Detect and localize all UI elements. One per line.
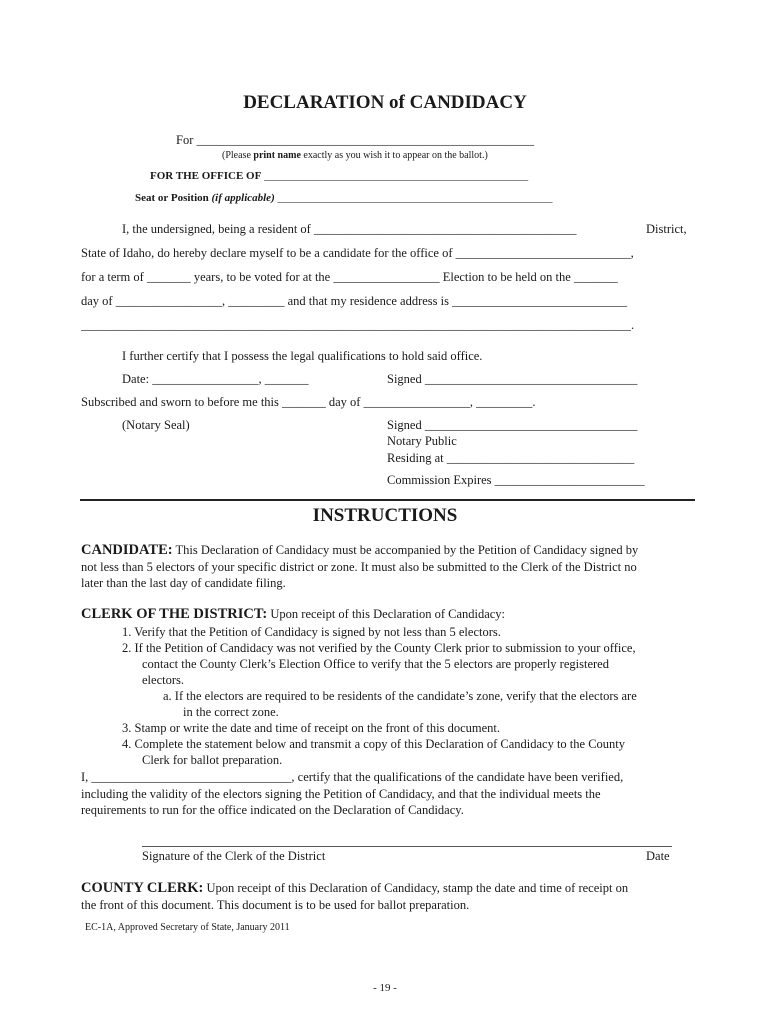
clerk-step-4-cont: Clerk for ballot preparation. [142, 753, 283, 767]
clerk-instructions-heading: CLERK OF THE DISTRICT: Upon receipt of this Declaration of Candidacy: [81, 606, 506, 622]
clerk-step-2a-cont: in the correct zone. [183, 705, 279, 719]
clerk-step-2: 2. If the Petition of Candidacy was not verified by the County Clerk prior to submission to your office, [122, 641, 636, 655]
body-line-1: I, the undersigned, being a resident of __________________________________________ [122, 222, 577, 236]
form-code: EC-1A, Approved Secretary of State, January 2011 [85, 922, 290, 933]
notary-signature-line: Signed __________________________________ [387, 418, 638, 432]
body-line-1-district: District, [646, 222, 687, 236]
body-line-5: ________________________________________________________________________________________. [81, 318, 635, 332]
clerk-date-label: Date [646, 849, 670, 863]
clerk-step-2-cont: contact the County Clerk’s Election Office to verify that the 5 electors are properly registered [142, 657, 609, 671]
candidate-name-line: For ______________________________________________________ [176, 133, 534, 147]
section-divider [80, 499, 695, 501]
instructions-title: INSTRUCTIONS [312, 505, 458, 526]
clerk-signature-label: Signature of the Clerk of the District [142, 849, 326, 863]
body-line-3: for a term of _______ years, to be voted for at the _________________ Election to be held on the _______ [81, 270, 618, 284]
page-number: - 19 - [373, 982, 397, 994]
notary-seal-label: (Notary Seal) [122, 418, 190, 432]
notary-public-label: Notary Public [387, 434, 457, 448]
certify-statement: I further certify that I possess the legal qualifications to hold said office. [122, 349, 483, 363]
date-line: Date: _________________, _______ [122, 372, 309, 386]
clerk-step-1: 1. Verify that the Petition of Candidacy is signed by not less than 5 electors. [122, 625, 501, 639]
seat-position-line: Seat or Position (if applicable) __________________________________________________ [135, 192, 553, 204]
clerk-certification: I, ________________________________, certify that the qualifications of the candidate have been verified, including the validity of the electors signing the Petition of Candidacy, and that the individual meets the requirements to run for the office indicated on the Declaration of Candidacy. [81, 770, 624, 817]
document-title: DECLARATION of CANDIDACY [243, 92, 527, 113]
clerk-step-2a: a. If the electors are required to be residents of the candidate’s zone, verify that the electors are [163, 689, 637, 703]
body-line-2: State of Idaho, do hereby declare myself to be a candidate for the office of ____________________________, [81, 246, 634, 260]
print-name-note: (Please print name exactly as you wish it to appear on the ballot.) [222, 150, 488, 161]
residing-at-line: Residing at ______________________________ [387, 451, 635, 465]
clerk-step-4: 4. Complete the statement below and transmit a copy of this Declaration of Candidacy to the County [122, 737, 626, 751]
sworn-line: Subscribed and sworn to before me this _______ day of _________________, _________. [81, 395, 536, 409]
clerk-signature-rule [142, 846, 672, 847]
clerk-step-2-cont2: electors. [142, 673, 184, 687]
commission-expires-line: Commission Expires ________________________ [387, 473, 645, 487]
clerk-step-3: 3. Stamp or write the date and time of receipt on the front of this document. [122, 721, 501, 735]
office-line: FOR THE OFFICE OF ________________________________________________ [150, 170, 529, 182]
candidate-signature-line: Signed __________________________________ [387, 372, 638, 386]
county-clerk-instructions: COUNTY CLERK: Upon receipt of this Declaration of Candidacy, stamp the date and time of receipt on the front of this document. This document is to be used for ballot preparation. [81, 880, 629, 912]
body-line-4: day of _________________, _________ and that my residence address is ____________________________ [81, 294, 628, 308]
candidate-instructions: CANDIDATE: This Declaration of Candidacy must be accompanied by the Petition of Candidacy signed by not less than 5 electors of your specific district or zone. It must also be submitted to the Clerk of the District no later than the last day of candidate filing. [81, 542, 639, 590]
